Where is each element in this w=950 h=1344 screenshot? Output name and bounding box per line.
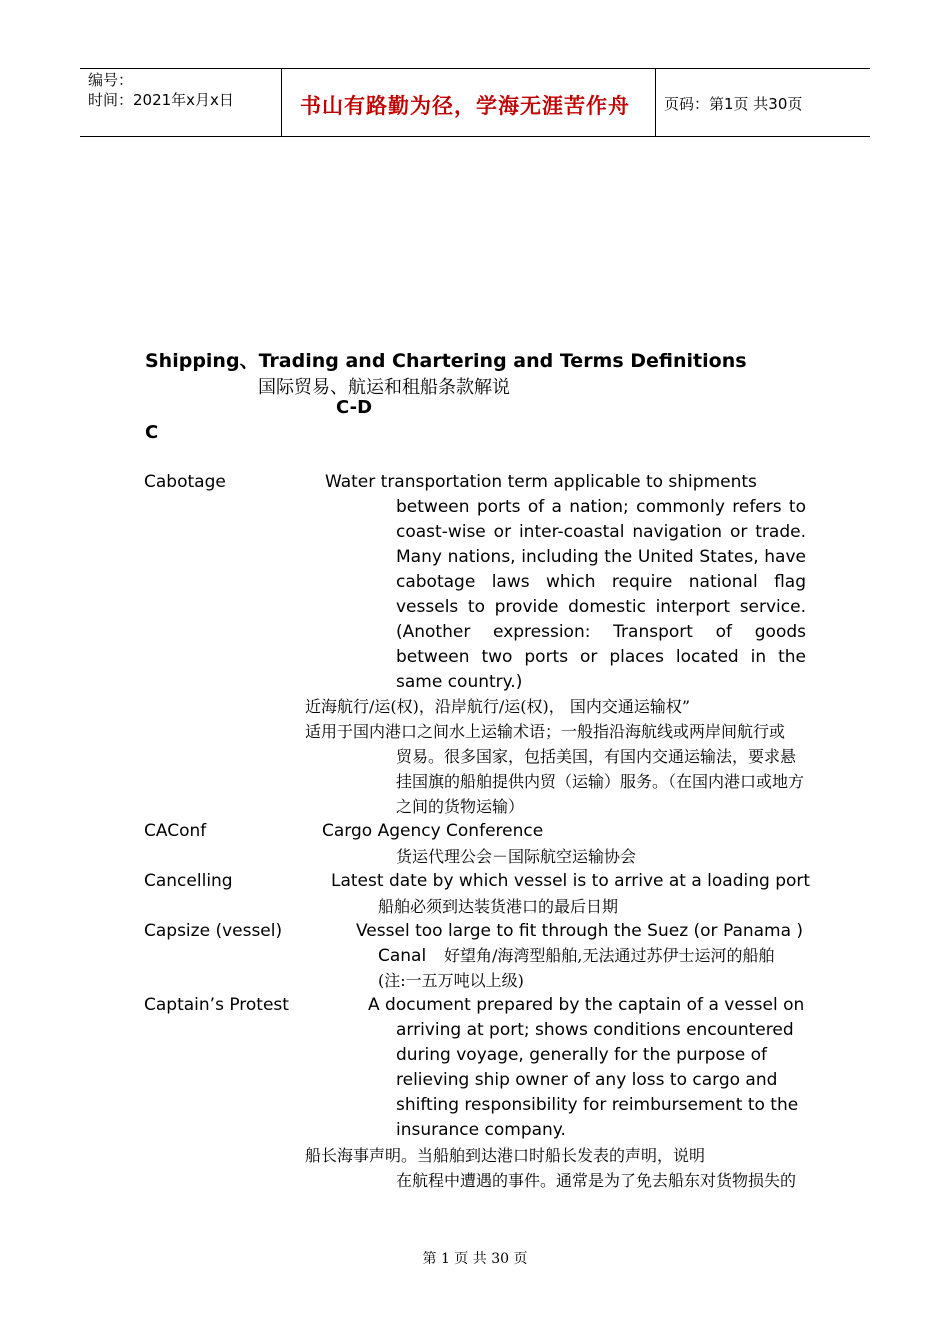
def-captains-protest-line: during voyage, generally for the purpose of xyxy=(396,1045,767,1065)
header-motto: 书山有路勤为径，学海无涯苦作舟 xyxy=(300,93,630,118)
def-capsize-canal: Canal xyxy=(378,946,427,966)
def-captains-protest-line: insurance company. xyxy=(396,1120,566,1140)
document-title: Shipping、Trading and Chartering and Terms Definitions xyxy=(145,350,747,372)
def-cancelling: Latest date by which vessel is to arrive at a loading port xyxy=(331,871,811,891)
zh-capsize-note: (注:一五万吨以上级) xyxy=(378,971,524,990)
section-letter: C xyxy=(145,422,159,443)
def-captains-protest-line: arriving at port; shows conditions encountered xyxy=(396,1020,794,1040)
def-cabotage-first-line: Water transportation term applicable to shipments xyxy=(325,472,757,492)
zh-cabotage-title: 近海航行/运(权)，沿岸航行/运(权)， 国内交通运输权” xyxy=(305,697,691,716)
header-code-label: 编号： xyxy=(88,71,134,89)
header-top-rule xyxy=(80,68,870,69)
def-captains-protest-line: relieving ship owner of any loss to cargo and xyxy=(396,1070,778,1090)
zh-cabotage-body: 贸易。很多国家，包括美国，有国内交通运输法，要求悬挂国旗的船舶提供内贸（运输）服务。（在国内港口或地方之间的货物运输） xyxy=(396,747,805,816)
def-caconf: Cargo Agency Conference xyxy=(322,821,544,841)
def-cabotage-body: between ports of a nation; commonly refers to coast-wise or inter-coastal navigation or trade. Many nations, including the United States, have cabotage laws which require national flag vessels to provide domestic interport service. (Another expression: Transport of goods between two ports or places located in the same country.) xyxy=(396,497,806,692)
def-captains-protest-line: shifting responsibility for reimbursement to the xyxy=(396,1095,799,1115)
term-capsize: Capsize (vessel) xyxy=(144,921,283,941)
zh-caconf: 货运代理公会－国际航空运输协会 xyxy=(396,847,637,866)
header-divider-right xyxy=(655,68,656,136)
def-capsize-first-line: Vessel too large to fit through the Suez (or Panama ) xyxy=(356,921,804,941)
term-captains-protest: Captain’s Protest xyxy=(144,995,289,1015)
page-footer: 第 1 页 共 30 页 xyxy=(422,1251,528,1267)
document-subtitle-chinese: 国际贸易、航运和租船条款解说 xyxy=(258,377,510,398)
header-meta xyxy=(88,70,234,110)
header-page-info: 页码：第1页 共30页 xyxy=(664,95,803,113)
zh-capsize-inline: 好望角/海湾型船舶,无法通过苏伊士运河的船舶 xyxy=(444,946,775,965)
zh-captains-protest-body: 在航程中遭遇的事件。通常是为了免去船东对货物损失的 xyxy=(396,1171,797,1190)
zh-cabotage-first-line: 适用于国内港口之间水上运输术语；一般指沿海航线或两岸间航行或 xyxy=(305,722,786,741)
letter-range: C-D xyxy=(336,397,373,418)
header-date-label: 时间：2021年x月x日 xyxy=(88,91,234,109)
term-cabotage: Cabotage xyxy=(144,472,226,492)
zh-cancelling: 船舶必须到达装货港口的最后日期 xyxy=(378,897,619,916)
def-captains-protest-first-line: A document prepared by the captain of a vessel on xyxy=(368,995,805,1015)
header-divider-left xyxy=(281,68,282,136)
header-bottom-rule xyxy=(80,136,870,137)
zh-captains-protest-first-line: 船长海事声明。当船舶到达港口时船长发表的声明，说明 xyxy=(305,1146,706,1165)
term-cancelling: Cancelling xyxy=(144,871,233,891)
term-caconf: CAConf xyxy=(144,821,207,841)
